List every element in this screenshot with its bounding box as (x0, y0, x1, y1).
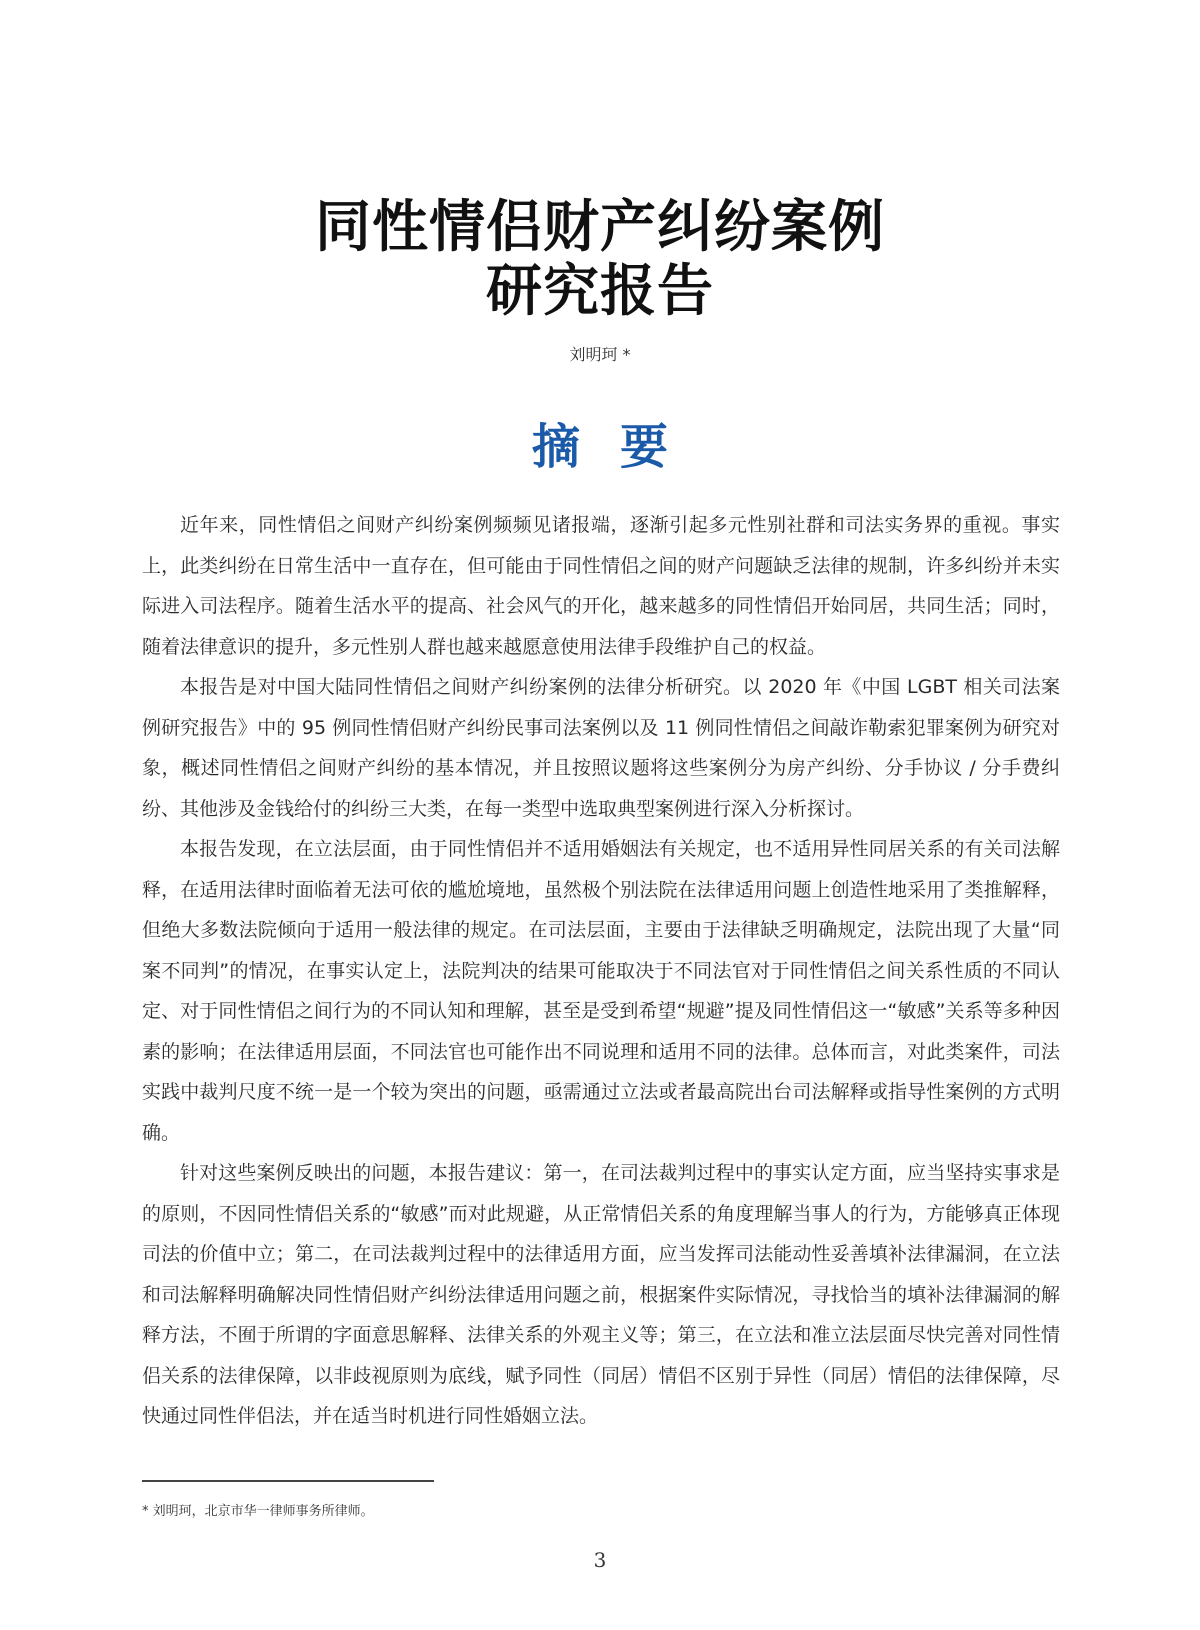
abstract-paragraph-4: 针对这些案例反映出的问题，本报告建议：第一，在司法裁判过程中的事实认定方面，应当坚持实事求是的原则，不因同性情侣关系的“敏感”而对此规避，从正常情侣关系的角度理解当事人的行为，方能够真正体现司法的价值中立；第二，在司法裁判过程中的法律适用方面，应当发挥司法能动性妥善填补法律漏洞，在立法和司法解释明确解决同性情侣财产纠纷法律适用问题之前，根据案件实际情况，寻找恰当的填补法律漏洞的解释方法，不囿于所谓的字面意思解释、法律关系的外观主义等；第三，在立法和准立法层面尽快完善对同性情侣关系的法律保障，以非歧视原则为底线，赋予同性（同居）情侣不区别于异性（同居）情侣的法律保障，尽快通过同性伴侣法，并在适当时机进行同性婚姻立法。 (142, 1162, 1060, 1427)
abstract-body (142, 505, 1060, 1437)
abstract-heading: 摘要 (531, 419, 708, 475)
abstract-paragraph-2: 本报告是对中国大陆同性情侣之间财产纠纷案例的法律分析研究。以 2020 年《中国 LGBT 相关司法案例研究报告》中的 95 例同性情侣财产纠纷民事司法案例以及 11 例同性情侣之间敲诈勒索犯罪案例为研究对象，概述同性情侣之间财产纠纷的基本情况，并且按照议题将这些案例分为房产纠纷、分手协议 / 分手费纠纷、其他涉及金钱给付的纠纷三大类，在每一类型中选取典型案例进行深入分析探讨。 (142, 676, 1060, 820)
footnote: * 刘明珂，北京市华一律师事务所律师。 (142, 1504, 374, 1519)
report-title-line-1: 同性情侣财产纠纷案例 (315, 195, 885, 260)
abstract-paragraph-1: 近年来，同性情侣之间财产纠纷案例频频见诸报端，逐渐引起多元性别社群和司法实务界的重视。事实上，此类纠纷在日常生活中一直存在，但可能由于同性情侣之间的财产问题缺乏法律的规制，许多纠纷并未实际进入司法程序。随着生活水平的提高、社会风气的开化，越来越多的同性情侣开始同居，共同生活；同时，随着法律意识的提升，多元性别人群也越来越愿意使用法律手段维护自己的权益。 (142, 514, 1060, 658)
report-title-line-2: 研究报告 (486, 259, 714, 324)
page-number: 3 (593, 1548, 607, 1572)
author-name: 刘明珂 * (569, 345, 631, 364)
footnote-divider (142, 1480, 434, 1482)
abstract-paragraph-3: 本报告发现，在立法层面，由于同性情侣并不适用婚姻法有关规定，也不适用异性同居关系的有关司法解释，在适用法律时面临着无法可依的尴尬境地，虽然极个别法院在法律适用问题上创造性地采用了类推解释，但绝大多数法院倾向于适用一般法律的规定。在司法层面，主要由于法律缺乏明确规定，法院出现了大量“同案不同判”的情况，在事实认定上，法院判决的结果可能取决于不同法官对于同性情侣之间关系性质的不同认定、对于同性情侣之间行为的不同认知和理解，甚至是受到希望“规避”提及同性情侣这一“敏感”关系等多种因素的影响；在法律适用层面，不同法官也可能作出不同说理和适用不同的法律。总体而言，对此类案件，司法实践中裁判尺度不统一是一个较为突出的问题，亟需通过立法或者最高院出台司法解释或指导性案例的方式明确。 (142, 838, 1060, 1144)
